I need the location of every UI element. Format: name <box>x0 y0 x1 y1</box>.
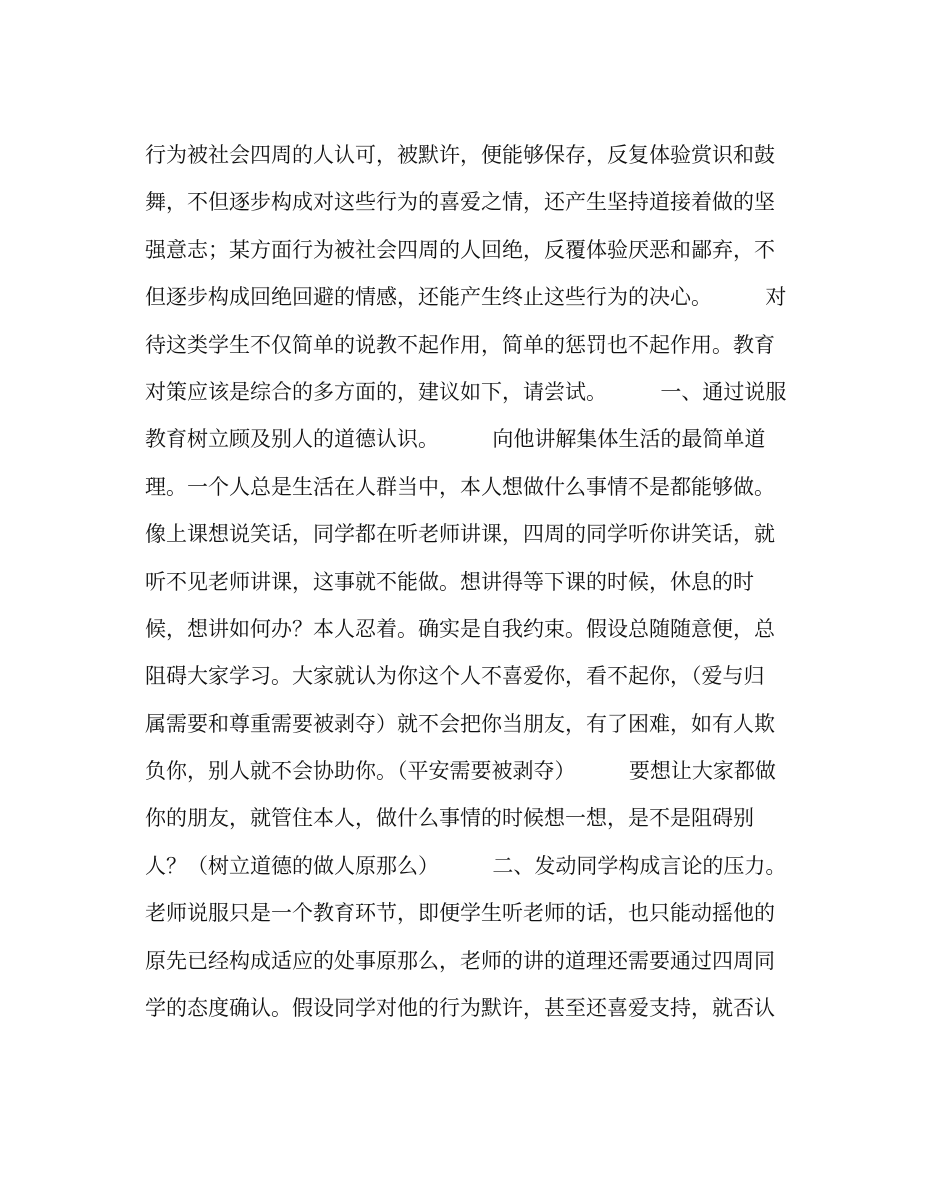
text-line: 老师说服只是一个教育环节，即便学生听老师的话，也只能动摇他的 <box>145 901 775 926</box>
text-line: 原先已经构成适应的处事原那么，老师的讲的道理还需要通过四周同 <box>145 948 775 973</box>
text-line: 听不见老师讲课，这事就不能做。想讲得等下课的时候，休息的时 <box>145 569 754 594</box>
text-line: 人？（树立道德的做人原那么） 二、发动同学构成言论的压力。 <box>145 853 787 878</box>
text-line: 但逐步构成回绝回避的情感，还能产生终止这些行为的决心。 对 <box>145 285 787 310</box>
text-line: 舞，不但逐步构成对这些行为的喜爱之情，还产生坚持道接着做的坚 <box>145 190 775 215</box>
text-line: 理。一个人总是生活在人群当中，本人想做什么事情不是都能够做。 <box>145 474 775 499</box>
text-line: 候，想讲如何办？本人忍着。确实是自我约束。假设总随随意便，总 <box>145 616 775 641</box>
text-line: 像上课想说笑话，同学都在听老师讲课，四周的同学听你讲笑话，就 <box>145 522 775 547</box>
text-line: 学的态度确认。假设同学对他的行为默许，甚至还喜爱支持，就否认 <box>145 996 775 1021</box>
text-line: 待这类学生不仅简单的说教不起作用，简单的惩罚也不起作用。教育 <box>145 332 775 357</box>
body-text <box>145 132 800 1032</box>
text-line: 阻碍大家学习。大家就认为你这个人不喜爱你，看不起你，（爱与归 <box>145 664 765 689</box>
text-line: 行为被社会四周的人认可，被默许，便能够保存，反复体验赏识和鼓 <box>145 143 775 167</box>
text-line: 对策应该是综合的多方面的，建议如下，请尝试。 一、通过说服 <box>145 379 787 404</box>
text-line: 属需要和尊重需要被剥夺）就不会把你当朋友，有了困难，如有人欺 <box>145 711 775 736</box>
text-line: 你的朋友，就管住本人，做什么事情的时候想一想，是不是阻碍别 <box>145 806 754 831</box>
text-line: 强意志；某方面行为被社会四周的人回绝，反覆体验厌恶和鄙弃，不 <box>145 237 775 262</box>
text-line: 负你，别人就不会协助你。（平安需要被剥夺） 要想让大家都做 <box>145 759 776 784</box>
text-line: 教育树立顾及别人的道德认识。 向他讲解集体生活的最简单道 <box>145 427 766 452</box>
